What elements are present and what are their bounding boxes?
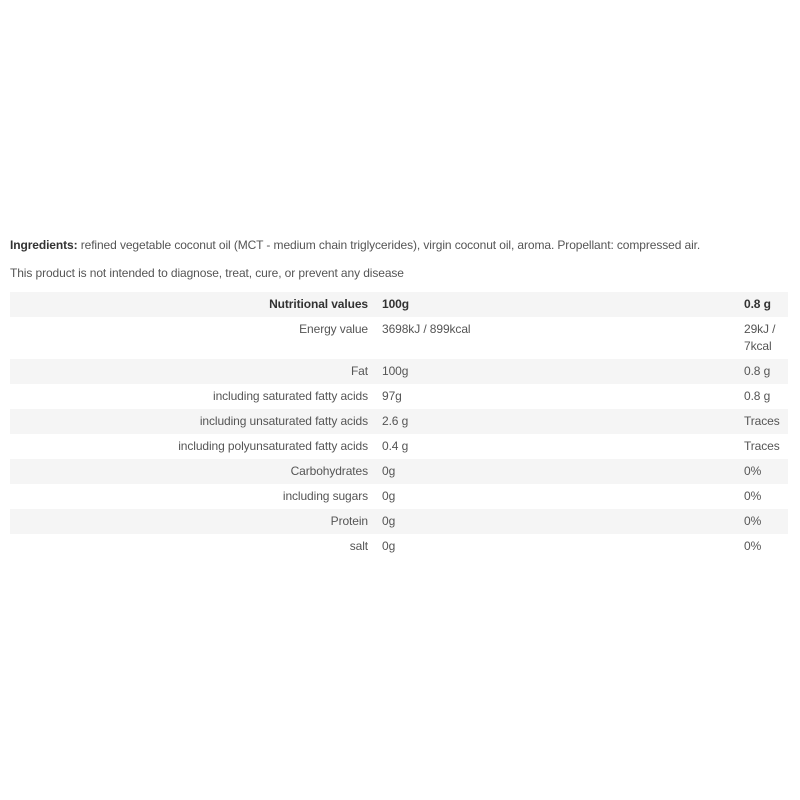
header-per-100g: 100g	[382, 292, 744, 317]
row-name: Energy value	[299, 322, 368, 336]
row-per-serving: 0%	[744, 509, 788, 534]
table-row	[10, 459, 788, 484]
row-per-100g: 0g	[382, 509, 744, 534]
table-row	[10, 534, 788, 559]
row-per-serving: 0%	[744, 459, 788, 484]
row-per-100g: 0g	[382, 489, 396, 503]
disclaimer-text: This product is not intended to diagnose, treat, cure, or prevent any disease	[10, 266, 404, 280]
nutrition-table	[10, 292, 788, 559]
row-name: including saturated fatty acids	[213, 389, 368, 403]
row-per-100g: 3698kJ / 899kcal	[382, 322, 471, 336]
table-row	[10, 484, 788, 509]
row-per-100g: 0.4 g	[382, 439, 409, 453]
row-per-serving: Traces	[744, 439, 780, 453]
row-name: including unsaturated fatty acids	[10, 409, 382, 434]
header-nutritional-values: Nutritional values	[10, 292, 382, 317]
row-name: including polyunsaturated fatty acids	[178, 439, 368, 453]
row-name: Protein	[10, 509, 382, 534]
row-per-100g: 100g	[382, 359, 744, 384]
row-per-serving: 0%	[744, 489, 762, 503]
table-row	[10, 509, 788, 534]
table-row	[10, 317, 788, 359]
row-name: salt	[349, 539, 368, 553]
ingredients-line	[10, 236, 788, 254]
product-description	[10, 236, 788, 559]
row-per-100g: 2.6 g	[382, 409, 744, 434]
row-name: including sugars	[282, 489, 368, 503]
row-name: Carbohydrates	[10, 459, 382, 484]
row-per-serving: 0%	[744, 539, 762, 553]
table-row	[10, 409, 788, 434]
row-per-serving: 0.8 g	[744, 389, 771, 403]
header-per-serving: 0.8 g	[744, 292, 788, 317]
row-per-serving: Traces	[744, 409, 788, 434]
ingredients-text: refined vegetable coconut oil (MCT - medium chain triglycerides), virgin coconut oil, aroma. Propellant: compressed air.	[77, 238, 701, 252]
row-per-100g: 97g	[382, 389, 402, 403]
row-per-100g: 0g	[382, 459, 744, 484]
row-per-100g: 0g	[382, 539, 396, 553]
nutrition-header-row	[10, 292, 788, 317]
row-name: Fat	[10, 359, 382, 384]
table-row	[10, 434, 788, 459]
table-row	[10, 384, 788, 409]
table-row	[10, 359, 788, 384]
ingredients-label: Ingredients:	[10, 238, 78, 252]
row-per-serving: 0.8 g	[744, 359, 788, 384]
row-per-serving: 29kJ / 7kcal	[744, 322, 776, 353]
